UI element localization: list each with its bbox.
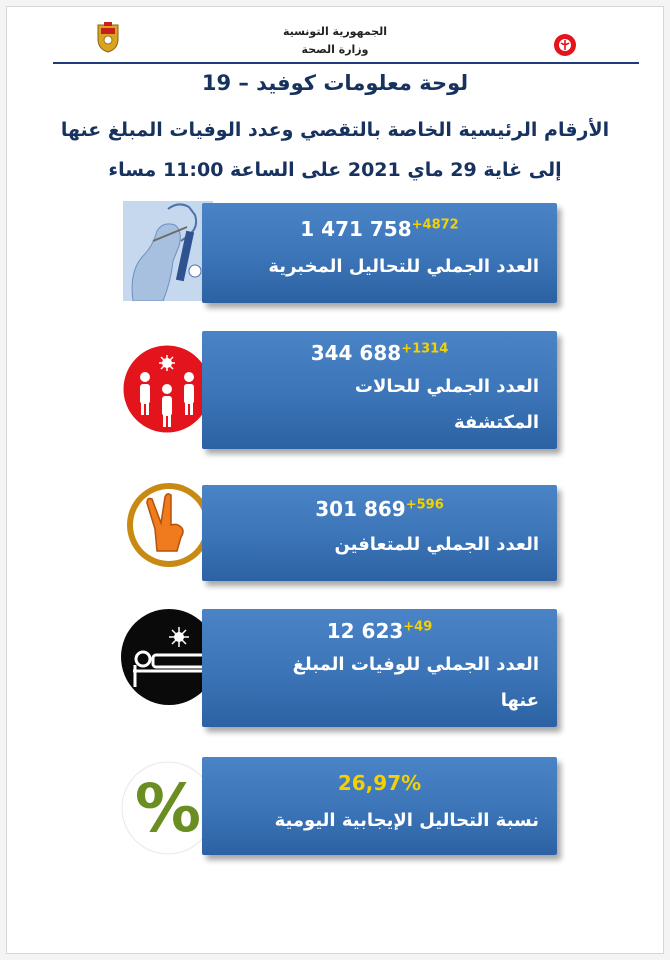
lab-tests-label: العدد الجملي للتحاليل المخبرية — [268, 256, 539, 277]
recovered-value: 301 869 — [315, 497, 406, 521]
card-lab-tests — [202, 203, 557, 303]
ministry-name: وزارة الصحة — [301, 43, 369, 56]
lab-tests-value: 1 471 758 — [300, 217, 412, 241]
document-page — [6, 6, 664, 954]
card-positivity-rate — [202, 757, 557, 855]
recovered-delta: +596 — [405, 497, 444, 513]
positivity-rate-value: 26,97% — [337, 771, 422, 795]
deaths-label-1: العدد الجملي للوفيات المبلغ — [292, 654, 539, 675]
detected-cases-value: 344 688 — [310, 341, 402, 365]
recovered-label: العدد الجملي للمتعافين — [334, 534, 539, 555]
detected-cases-label-1: العدد الجملي للحالات — [354, 376, 539, 397]
svg-text:%: % — [134, 770, 202, 847]
infected-people-icon — [119, 341, 215, 437]
lab-test-swab-icon — [123, 201, 213, 301]
republic-name: الجمهورية التونسية — [282, 25, 388, 38]
card-recovered — [202, 485, 557, 581]
card-deaths — [202, 609, 557, 727]
victory-hand-icon — [125, 481, 213, 569]
document-header — [7, 7, 663, 67]
detected-cases-delta: +1314 — [401, 341, 449, 357]
positivity-rate-label: نسبة التحاليل الإيجابية اليومية — [274, 810, 539, 831]
header-divider — [53, 62, 639, 64]
deaths-label-2: عنها — [500, 690, 539, 711]
detected-cases-label-2: المكتشفة — [454, 412, 539, 433]
lab-tests-delta: +4872 — [411, 217, 459, 233]
page-title: لوحة معلومات كوفيد – 19 — [201, 71, 469, 95]
deaths-value: 12 623 — [326, 619, 404, 643]
deaths-delta: +49 — [403, 619, 433, 635]
report-date: إلى غاية 29 ماي 2021 على الساعة 11:00 مساء — [108, 159, 562, 181]
card-detected-cases — [202, 331, 557, 449]
page-subtitle: الأرقام الرئيسية الخاصة بالتقصي وعدد الوفيات المبلغ عنها — [60, 119, 610, 141]
